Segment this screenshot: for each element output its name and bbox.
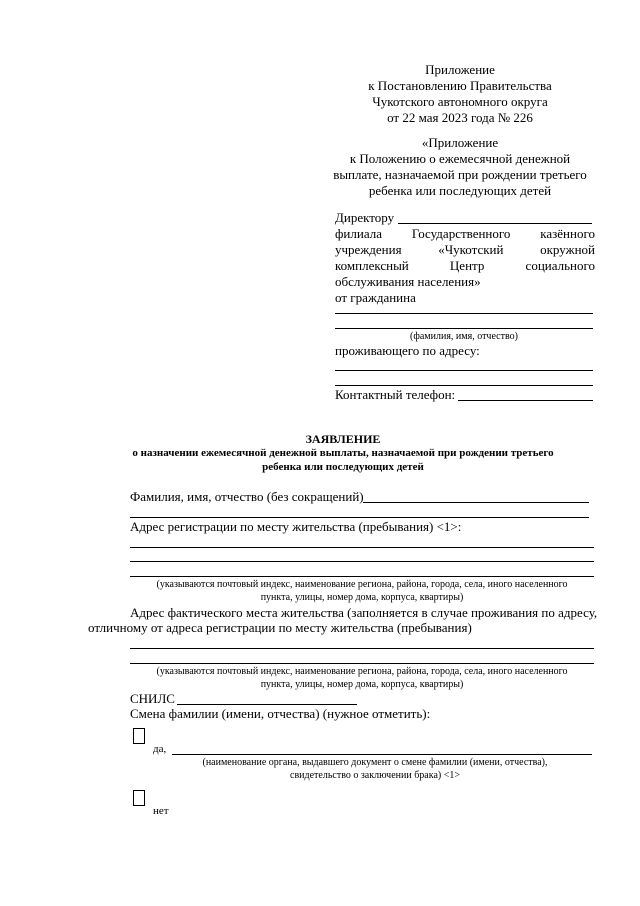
- address-line-1[interactable]: [335, 370, 593, 371]
- residing-label: проживающего по адресу:: [335, 343, 480, 358]
- branch-word: филиала: [335, 226, 382, 241]
- from-citizen: от гражданина: [335, 290, 416, 305]
- actual-address-line[interactable]: [130, 648, 594, 649]
- fio-line-2[interactable]: [335, 328, 593, 329]
- address-line-2[interactable]: [335, 385, 593, 386]
- fullname-input[interactable]: [363, 502, 589, 503]
- statement-subtitle: о назначении ежемесячной денежной выплаты, назначаемой при рождении третьего: [132, 447, 554, 459]
- name-change-authority-input[interactable]: [172, 754, 592, 755]
- actual-caption: пункта, улицы, номер дома, корпуса, квартиры): [260, 679, 464, 690]
- name-change-no-checkbox[interactable]: [133, 790, 145, 806]
- addressee-block: [335, 210, 595, 306]
- fullname-input-2[interactable]: [130, 517, 589, 518]
- actual-caption: (указываются почтовый индекс, наименование региона, района, города, села, иного населенного: [156, 666, 568, 677]
- director-label: Директору: [335, 210, 395, 225]
- yes-caption: (наименование органа, выдавшего документ о смене фамилии (имени, отчества),: [202, 757, 548, 768]
- appendix-line: Приложение: [425, 62, 495, 77]
- phone-field[interactable]: [458, 400, 593, 401]
- fio-caption: (фамилия, имя, отчество): [410, 331, 518, 342]
- service-text: обслуживания населения»: [335, 274, 481, 289]
- director-name-field[interactable]: [398, 223, 592, 224]
- appendix-header: [330, 62, 590, 126]
- fio-line-1[interactable]: [335, 313, 593, 314]
- appendix-line: ребенка или последующих детей: [368, 183, 552, 198]
- complex-word: комплексный: [335, 258, 409, 273]
- yes-label: да,: [153, 743, 167, 755]
- institution-word: учреждения: [335, 242, 402, 257]
- appendix-line: к Положению о ежемесячной денежной: [349, 151, 571, 166]
- reg-address-line[interactable]: [130, 576, 594, 577]
- complex-word: Центр: [449, 258, 485, 273]
- reg-caption: пункта, улицы, номер дома, корпуса, квартиры): [260, 592, 464, 603]
- reg-address-line[interactable]: [130, 561, 594, 562]
- snils-input[interactable]: [177, 704, 357, 705]
- actual-address-line[interactable]: [130, 663, 594, 664]
- phone-label: Контактный телефон:: [335, 387, 456, 402]
- reg-caption: (указываются почтовый индекс, наименование региона, района, города, села, иного населенного: [156, 579, 568, 590]
- statement-title: ЗАЯВЛЕНИЕ: [305, 432, 381, 446]
- institution-word: окружной: [540, 242, 595, 257]
- name-change-label: Смена фамилии (имени, отчества) (нужное отметить):: [130, 706, 431, 721]
- actual-address-label: отличному от адреса регистрации по месту жительства (пребывания): [88, 620, 472, 635]
- appendix-line: Чукотского автономного округа: [372, 94, 548, 109]
- appendix-line: от 22 мая 2023 года № 226: [387, 110, 533, 125]
- actual-address-label: Адрес фактического места жительства (заполняется в случае проживания по адресу,: [130, 605, 598, 620]
- institution-word: «Чукотский: [438, 242, 504, 257]
- appendix-header-2: [330, 135, 590, 199]
- branch-word: Государственного: [411, 226, 511, 241]
- statement-subtitle: ребенка или последующих детей: [262, 461, 424, 473]
- yes-caption: свидетельство о заключении брака) <1>: [290, 770, 460, 781]
- reg-address-line[interactable]: [130, 547, 594, 548]
- no-label: нет: [153, 805, 169, 817]
- appendix-line: «Приложение: [421, 135, 499, 150]
- snils-label: СНИЛС: [130, 691, 175, 706]
- name-change-yes-checkbox[interactable]: [133, 728, 145, 744]
- appendix-line: выплате, назначаемой при рождении третьего: [333, 167, 587, 182]
- branch-word: казённого: [540, 226, 595, 241]
- reg-address-label: Адрес регистрации по месту жительства (пребывания) <1>:: [130, 519, 462, 534]
- appendix-line: к Постановлению Правительства: [368, 78, 552, 93]
- complex-word: социального: [525, 258, 595, 273]
- fullname-label: Фамилия, имя, отчество (без сокращений): [130, 489, 364, 504]
